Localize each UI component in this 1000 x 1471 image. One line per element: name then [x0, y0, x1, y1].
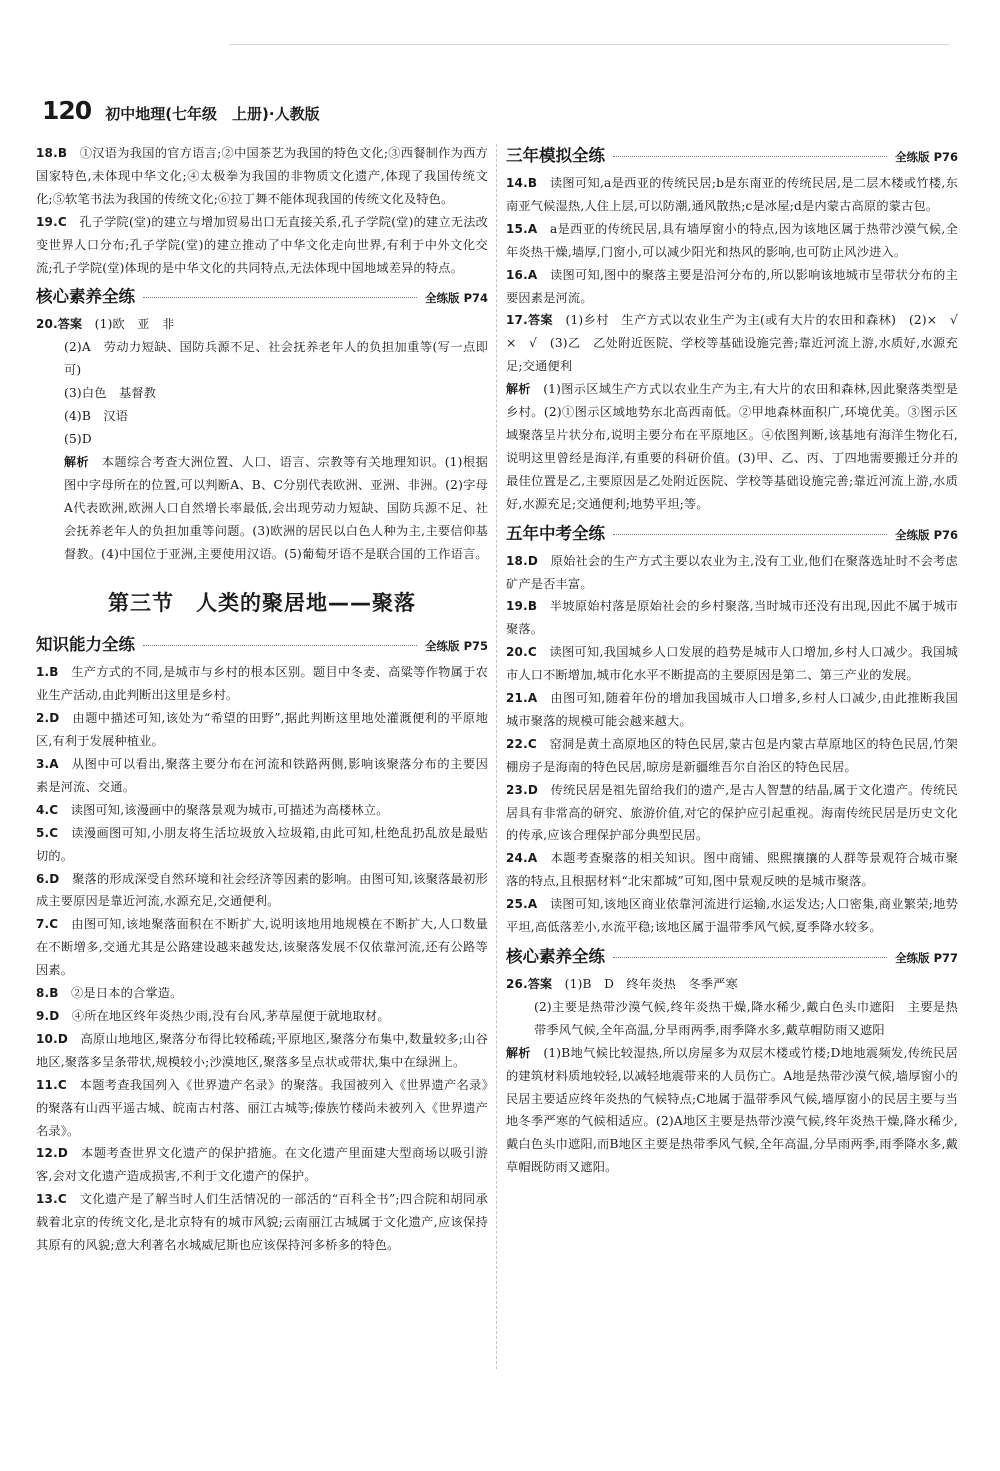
- answer-item-18b: 18.B ①汉语为我国的官方语言;②中国茶艺为我国的特色文化;③西餐制作为西方国家特色,未体现中华文化;④太极拳为我国的非物质文化遗产,体现了我国传统文化;⑤软笔书法为我国的传统文化;⑥拉丁舞不能体现我国的传统文化及特色。: [36, 146, 489, 206]
- right-column: [506, 142, 971, 1179]
- answer-item-15a: 15.A a是西亚的传统民居,具有墙厚窗小的特点,因为该地区属于热带沙漠气候,全年炎热干燥,墙厚,门窗小,可以减少阳光和热风的影响,也可防止风沙进入。: [506, 221, 958, 259]
- answer-item-20: 20.答案 (1)欧 亚 非 (2)A 劳动力短缺、国防兵源不足、社会抚养老年人的负担加重等(写一点即可) (3)白色 基督教 (4)B 汉语 (5)D 解析 本题综合考查大洲位置、人口、语言、宗教等有关地理知识。(1)根据图中字母所在的位置,可以判断A、B、C分别代表欧洲、亚洲、非洲。(2)字母A代表欧洲,欧洲人口自然增长率最低,会出现劳动力短缺、国防兵源不足、社会抚养老年人的负担加重等问题。(3)欧洲的居民以白色人种为主,主要信仰基督教。(4)中国位于亚洲,主要使用汉语。(5)葡萄牙语不是联合国的工作语言。: [36, 317, 488, 561]
- answer-item-22c: 22.C 窑洞是黄土高原地区的特色民居,蒙古包是内蒙古草原地区的特色民居,竹架棚房子是海南的特色民居,晾房是新疆维吾尔自治区的特色民居。: [506, 736, 958, 774]
- top-rule: [230, 44, 950, 45]
- chapter-title: 第三节 人类的聚居地——聚落: [108, 591, 416, 616]
- answer-item-19c: 19.C 孔子学院(堂)的建立与增加贸易出口无直接关系,孔子学院(堂)的建立无法改变世界人口分布;孔子学院(堂)的建立推动了中华文化走向世界,有利于中外文化交流;孔子学院(堂)体现的是中华文化的共同特点,无法体现中国地域差异的特点。: [36, 214, 489, 275]
- answer-item-17: 17.答案 (1)乡村 生产方式以农业生产为主(或有大片的农田和森林) (2)× √ × √ (3)乙 乙处附近医院、学校等基础设施完善;靠近河流上游,水质好,水源充足;交通便利 解析 (1)图示区域生产方式以农业生产为主,有大片的农田和森林,因此聚落类型是乡村。(2)①图示区域地势东北高西南低。②甲地森林面积广,环境优美。③图示区域聚落呈片状分布,说明主要分布在平原地区。④依图判断,该基地有海洋生物化石,说明这里曾经是海洋,有重要的科研价值。(3)甲、乙、丙、丁四地需要搬迁分并的最佳位置是乙,主要原因是乙处附近医院、学校等基础设施完善;靠近河流上游,水质好,水源充足;交通便利;地势平坦;等。: [506, 313, 971, 511]
- answer-item-16a: 16.A 读图可知,图中的聚落主要是沿河分布的,所以影响该地城市呈带状分布的主要因素是河流。: [506, 267, 958, 305]
- answer-item-21a: 21.A 由图可知,随着年份的增加我国城市人口增多,乡村人口减少,由此推断我国城市聚落的规模可能会越来越大。: [506, 691, 959, 728]
- answer-item-24a: 24.A 本题考查聚落的相关知识。图中商铺、熙熙攘攘的人群等景观符合城市聚落的特点,且根据材料“北宋都城”可知,图中景观反映的是城市聚落。: [506, 851, 958, 889]
- section-header-core-literacy-2: 核心素养全练 全练版 P77: [506, 947, 958, 966]
- answer-item-7c: 7.C 由图可知,该地聚落面积在不断扩大,说明该地用地规模在不断扩大,人口数量在不断增多,交通尤其是公路建设越来越发达,该聚落发展不仅依靠河流,还有公路等因素。: [36, 917, 489, 978]
- answer-item-26: 26.答案 (1)B D 终年炎热 冬季严寒 (2)主要是热带沙漠气候,终年炎热干燥,降水稀少,戴白色头巾遮阳 主要是热带季风气候,全年高温,分旱雨两季,雨季降水多,戴草帽防雨又遮阳 解析 (1)B地气候比较湿热,所以房屋多为双层木楼或竹楼;D地地震频发,传统民居的建筑材料质地较轻,以减轻地震带来的人员伤亡。A地是热带沙漠气候,墙厚窗小的民居主要适应终年炎热的气候特点;C地属于温带季风气候,墙厚窗小的民居主要与当地冬季严寒的气候相适应。(2)A地区主要是热带沙漠气候,终年炎热干燥,降水稀少,戴白色头巾遮阳,而B地区主要是热带季风气候,全年高温,分旱雨两季,雨季降水多,戴草帽既防雨又遮阳。: [506, 977, 958, 1175]
- left-column: [36, 142, 488, 1257]
- answer-item-19b: 19.B 半坡原始村落是原始社会的乡村聚落,当时城市还没有出现,因此不属于城市聚落。: [506, 599, 958, 637]
- answer-item-14b: 14.B 读图可知,a是西亚的传统民居;b是东南亚的传统民居,是二层木楼或竹楼,东南亚气候湿热,人住上层,可以防潮,通风散热;c是冰屋;d是内蒙古高原的蒙古包。: [506, 176, 959, 213]
- section-header-five-year: 五年中考全练 全练版 P76: [506, 523, 958, 543]
- answer-item-9d: 9.D ④所在地区终年炎热少雨,没有台风,茅草屋便于就地取材。: [36, 1009, 390, 1023]
- answer-item-25a: 25.A 读图可知,该地区商业依靠河流进行运输,水运发达;人口密集,商业繁荣;地势平坦,高低落差小,水流平稳;该地区属于温带季风气候,夏季降水较多。: [506, 897, 958, 935]
- section-header-core-literacy: 核心素养全练 全练版 P74: [36, 287, 488, 307]
- answer-item-5c: 5.C 读漫画图可知,小朋友将生活垃圾放入垃圾箱,由此可知,杜绝乱扔乱放是最贴切的。: [36, 825, 489, 863]
- answer-item-23d: 23.D 传统民居是祖先留给我们的遗产,是古人智慧的结晶,属于文化遗产。传统民居具有非常高的研究、旅游价值,对它的保护应引起重视。海南传统民居是历史文化的传承,应该合理保护部分典型民居。: [506, 782, 958, 843]
- answer-item-3a: 3.A 从图中可以看出,聚落主要分布在河流和铁路两侧,影响该聚落分布的主要因素是河流、交通。: [36, 757, 488, 794]
- answer-item-10d: 10.D 高原山地地区,聚落分布得比较稀疏;平原地区,聚落分布集中,数量较多;山谷地区,聚落多呈条带状,规模较小;沙漠地区,聚落多呈点状或带状,集中在绿洲上。: [36, 1031, 488, 1069]
- answer-item-20c: 20.C 读图可知,我国城乡人口发展的趋势是城市人口增加,乡村人口减少。我国城市人口不断增加,城市化水平不断提高的主要原因是第二、第三产业的发展。: [506, 645, 958, 683]
- section-header-knowledge-ability: 知识能力全练 全练版 P75: [36, 635, 488, 655]
- page-title: 初中地理(七年级 上册)·人教版: [105, 105, 320, 123]
- column-divider: [496, 144, 497, 1369]
- section-header-three-year: 三年模拟全练 全练版 P76: [506, 146, 958, 165]
- answer-item-6d: 6.D 聚落的形成深受自然环境和社会经济等因素的影响。由图可知,该聚落最初形成主要原因是靠近河流,水源充足,交通便利。: [36, 871, 488, 909]
- page-number: 120: [42, 96, 92, 125]
- answer-item-2d: 2.D 由题中描述可知,该处为“希望的田野”,据此判断这里地处灌溉便利的平原地区,有利于发展种植业。: [36, 711, 488, 749]
- answer-item-12d: 12.D 本题考查世界文化遗产的保护措施。在文化遗产里面建大型商场以吸引游客,会对文化遗产造成损害,不利于文化遗产的保护。: [36, 1146, 489, 1184]
- answer-item-18d: 18.D 原始社会的生产方式主要以农业为主,没有工业,他们在聚落选址时不会考虑矿产是否丰富。: [506, 553, 958, 591]
- answer-item-11c: 11.C 本题考查我国列入《世界遗产名录》的聚落。我国被列入《世界遗产名录》的聚落有山西平遥古城、皖南古村落、丽江古城等;傣族竹楼尚未被列入《世界遗产名录》。: [36, 1077, 489, 1138]
- answer-item-8b: 8.B ②是日本的合掌造。: [36, 986, 183, 1001]
- answer-item-1b: 1.B 生产方式的不同,是城市与乡村的根本区别。题目中冬麦、高粱等作物属于农业生产活动,由此判断出这里是乡村。: [36, 665, 488, 703]
- page-header: [42, 96, 320, 124]
- answer-item-4c: 4.C 读图可知,该漫画中的聚落景观为城市,可描述为高楼林立。: [36, 802, 389, 817]
- answer-item-13c: 13.C 文化遗产是了解当时人们生活情况的一部活的“百科全书”;四合院和胡同承载着北京的传统文化,是北京特有的城市风貌;云南丽江古城属于文化遗产,应该保持其原有的风貌;意大利著名水城威尼斯也应该保持河多桥多的特色。: [36, 1192, 489, 1253]
